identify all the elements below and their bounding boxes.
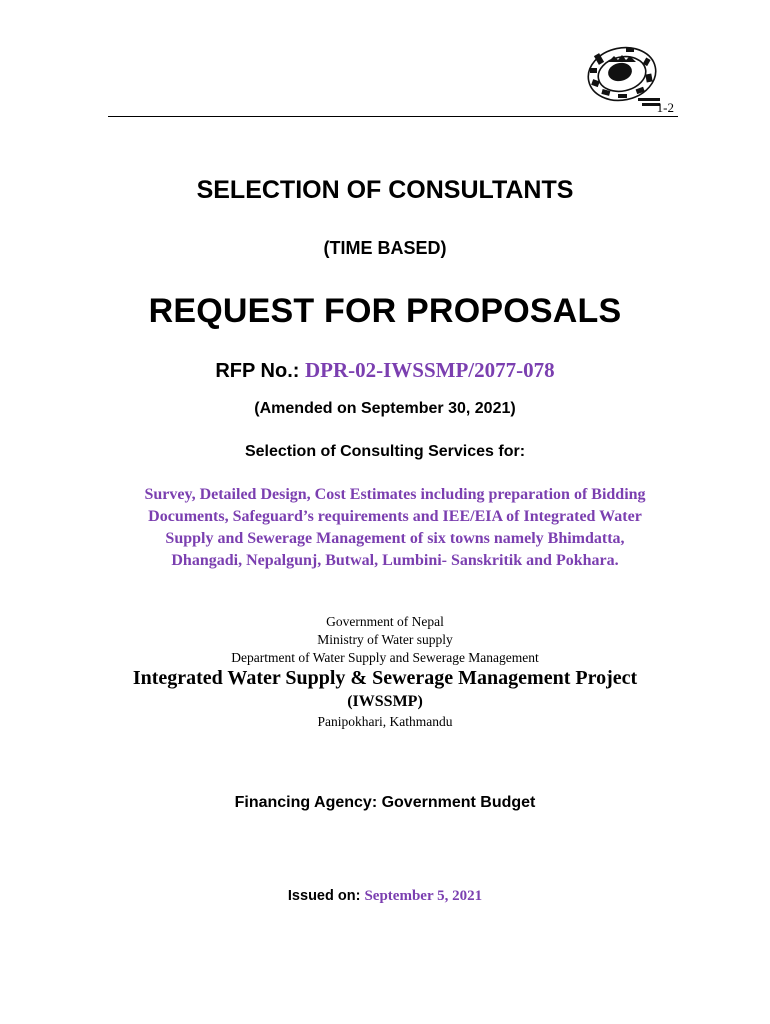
description-line: Survey, Detailed Design, Cost Estimates including preparation of Bidding [144,486,646,503]
issued-label: Issued on: [287,888,361,904]
issuer-block [0,613,770,667]
amended-date: (Amended on September 30, 2021) [254,400,516,417]
document-subtitle-time-based: (TIME BASED) [323,238,447,258]
rfp-number-line [0,358,770,383]
description-line: Dhangadi, Nepalgunj, Butwal, Lumbini- Sanskritik and Pokhara. [171,552,619,569]
header-rule [108,116,678,117]
ministry-name: Ministry of Water supply [317,632,453,647]
project-name: Integrated Water Supply & Sewerage Management Project [132,667,638,689]
project-location: Panipokhari, Kathmandu [317,714,453,729]
issued-date: September 5, 2021 [364,888,483,904]
issued-date-line [0,888,770,905]
description-line: Supply and Sewerage Management of six towns namely Bhimdatta, [165,530,625,547]
project-abbreviation: (IWSSMP) [347,693,423,710]
rfp-label: RFP No.: [215,360,300,382]
government-name: Government of Nepal [326,614,444,629]
department-seal-stamp [578,42,670,108]
department-name: Department of Water Supply and Sewerage Management [231,650,539,665]
rfp-number: DPR-02-IWSSMP/2077-078 [304,358,555,382]
document-title-rfp: REQUEST FOR PROPOSALS [148,292,622,330]
services-description [105,484,685,572]
selection-heading: Selection of Consulting Services for: [244,443,526,460]
document-title-selection: SELECTION OF CONSULTANTS [196,176,574,204]
financing-agency: Financing Agency: Government Budget [234,794,536,811]
page-number: 1-2 [656,100,674,115]
description-line: Documents, Safeguard’s requirements and IEE/EIA of Integrated Water [148,508,642,525]
